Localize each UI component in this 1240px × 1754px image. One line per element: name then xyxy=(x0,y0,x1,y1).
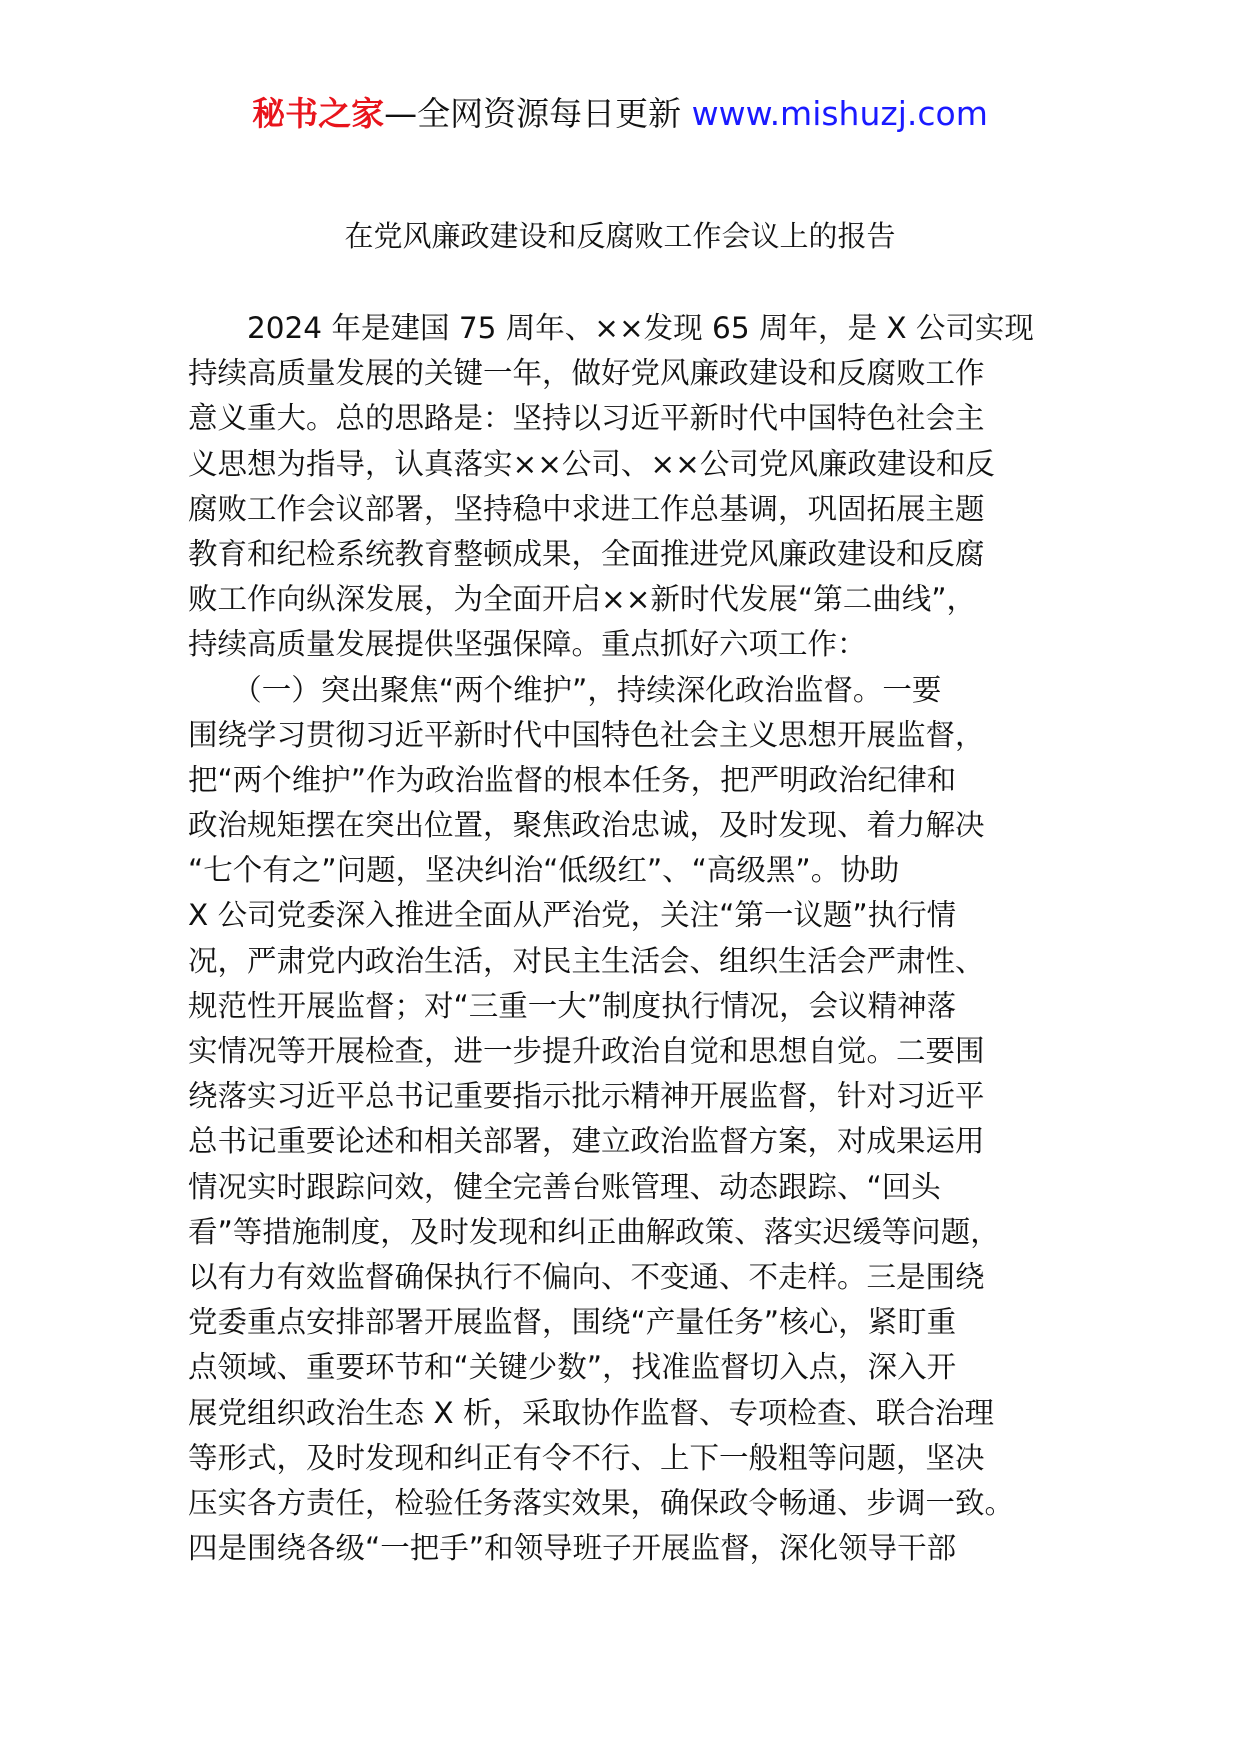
body-line: 规范性开展监督；对“三重一大”制度执行情况，会议精神落 xyxy=(188,988,957,1023)
header-tagline: —全网资源每日更新 xyxy=(384,94,692,133)
body-line: 以有力有效监督确保执行不偏向、不变通、不走样。三是围绕 xyxy=(188,1259,985,1294)
body-line: （一）突出聚焦“两个维护”，持续深化政治监督。一要 xyxy=(188,672,942,707)
site-header xyxy=(0,92,1240,136)
body-line: 绕落实习近平总书记重要指示批示精神开展监督，针对习近平 xyxy=(188,1079,985,1114)
body-line: 败工作向纵深发展，为全面开启××新时代发展“第二曲线”， xyxy=(188,582,977,617)
body-line: “七个有之”问题，坚决纠治“低级红”、“高级黑”。协助 xyxy=(188,853,900,888)
body-line: 持续高质量发展的关键一年，做好党风廉政建设和反腐败工作 xyxy=(188,356,985,391)
document-body xyxy=(188,306,1088,1571)
body-line: 情况实时跟踪问效，健全完善台账管理、动态跟踪、“回头 xyxy=(188,1169,941,1204)
body-line: 等形式，及时发现和纠正有令不行、上下一般粗等问题，坚决 xyxy=(188,1440,985,1475)
body-line: 持续高质量发展提供坚强保障。重点抓好六项工作： xyxy=(188,627,867,662)
document-title: 在党风廉政建设和反腐败工作会议上的报告 xyxy=(344,219,896,253)
body-line: 围绕学习贯彻习近平新时代中国特色社会主义思想开展监督， xyxy=(188,717,985,752)
body-line: 义思想为指导，认真落实××公司、××公司党风廉政建设和反 xyxy=(188,446,995,481)
body-line: 2024 年是建国 75 周年、××发现 65 周年，是 X 公司实现 xyxy=(188,311,1034,345)
body-line: 把“两个维护”作为政治监督的根本任务，把严明政治纪律和 xyxy=(188,762,957,797)
body-line: 政治规矩摆在突出位置，聚焦政治忠诚，及时发现、着力解决 xyxy=(188,808,985,843)
body-line: 实情况等开展检查，进一步提升政治自觉和思想自觉。二要围 xyxy=(188,1034,985,1068)
body-line: 腐败工作会议部署，坚持稳中求进工作总基调，巩固拓展主题 xyxy=(188,491,985,526)
body-line: 教育和纪检系统教育整顿成果，全面推进党风廉政建设和反腐 xyxy=(188,536,985,571)
body-line: 看”等措施制度，及时发现和纠正曲解政策、落实迟缓等问题， xyxy=(188,1214,1000,1249)
brand-name: 秘书之家 xyxy=(252,94,385,133)
body-line: 压实各方责任，检验任务落实效果，确保政令畅通、步调一致。 xyxy=(188,1485,1015,1520)
body-line: 总书记重要论述和相关部署，建立政治监督方案，对成果运用 xyxy=(188,1124,985,1159)
site-url-link[interactable]: www.mishuzj.com xyxy=(691,94,988,133)
body-line: 四是围绕各级“一把手”和领导班子开展监督，深化领导干部 xyxy=(188,1531,957,1566)
body-line: 况，严肃党内政治生活，对民主生活会、组织生活会严肃性、 xyxy=(188,943,985,978)
body-line: 展党组织政治生态 X 析，采取协作监督、专项检查、联合治理 xyxy=(188,1395,994,1430)
body-line: X 公司党委深入推进全面从严治党，关注“第一议题”执行情 xyxy=(188,898,957,933)
body-line: 意义重大。总的思路是：坚持以习近平新时代中国特色社会主 xyxy=(188,401,985,436)
body-line: 点领域、重要环节和“关键少数”，找准监督切入点，深入开 xyxy=(188,1350,957,1385)
body-line: 党委重点安排部署开展监督，围绕“产量任务”核心，紧盯重 xyxy=(188,1305,957,1340)
